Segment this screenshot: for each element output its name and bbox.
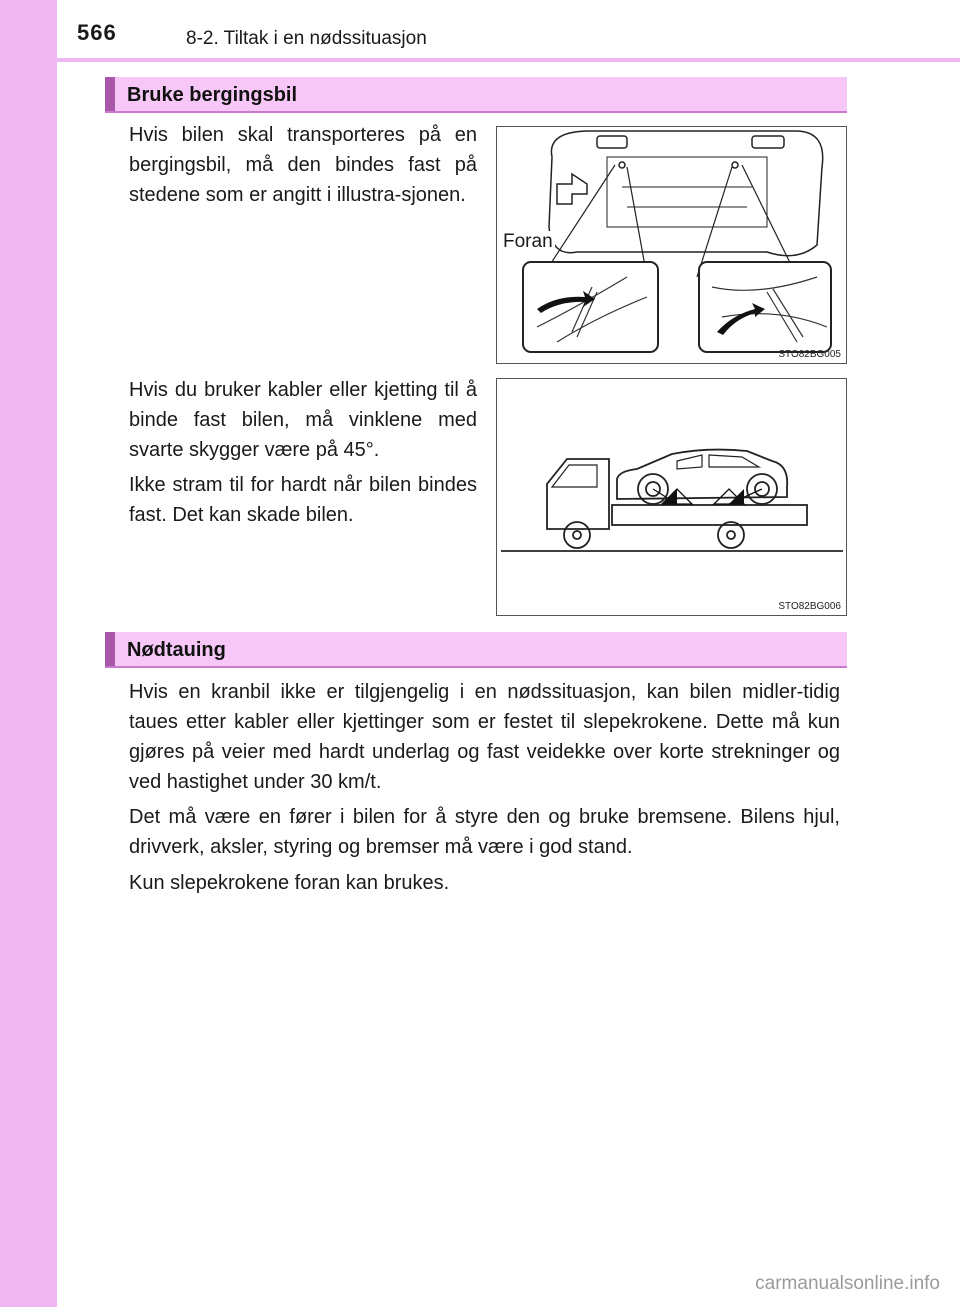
figure-flatbed-truck <box>496 378 847 616</box>
section-title: Bruke bergingsbil <box>127 84 298 106</box>
section-heading-nodtauing <box>105 632 847 668</box>
section-title: Nødtauing <box>127 639 226 661</box>
section-accent <box>105 632 115 666</box>
figure-code: STO82BG006 <box>778 601 841 612</box>
section-accent <box>105 77 115 111</box>
figure-code: STO82BG005 <box>778 349 841 360</box>
section-heading-bergingsbil <box>105 77 847 113</box>
paragraph-front-hooks: Kun slepekrokene foran kan brukes. <box>129 872 450 894</box>
paragraph-driver: Det må være en fører i bilen for å styre den og bruke bremsene. Bilens hjul, drivverk, aksler, styring og bremser må være i god stand. <box>129 806 840 858</box>
page-number: 566 <box>77 20 117 45</box>
paragraph-transport: Hvis bilen skal transporteres på en bergingsbil, må den bindes fast på stedene som er angitt i illustra-sjonen. <box>129 124 477 206</box>
chapter-title: 8-2. Tiltak i en nødssituasjon <box>186 28 427 49</box>
figure-label-foran: Foran <box>503 231 553 252</box>
paragraph-tighten: Ikke stram til for hardt når bilen bindes fast. Det kan skade bilen. <box>129 474 477 526</box>
figure-tie-down-points <box>496 126 847 364</box>
paragraph-angles: Hvis du bruker kabler eller kjetting til å binde fast bilen, må vinklene med svarte skygger være på 45°. <box>129 379 477 461</box>
watermark: carmanualsonline.info <box>755 1273 940 1294</box>
side-tab <box>0 0 57 1307</box>
paragraph-emergency-towing: Hvis en kranbil ikke er tilgjengelig i en nødssituasjon, kan bilen midler-tidig taues etter kabler eller kjettinger som er festet til slepekrokene. Dette må kun gjøres på veier med hardt underlag og fast veidekke over korte strekninger og ved hastighet under 30 km/t. <box>129 681 840 793</box>
flatbed-truck-illustration <box>497 379 846 615</box>
